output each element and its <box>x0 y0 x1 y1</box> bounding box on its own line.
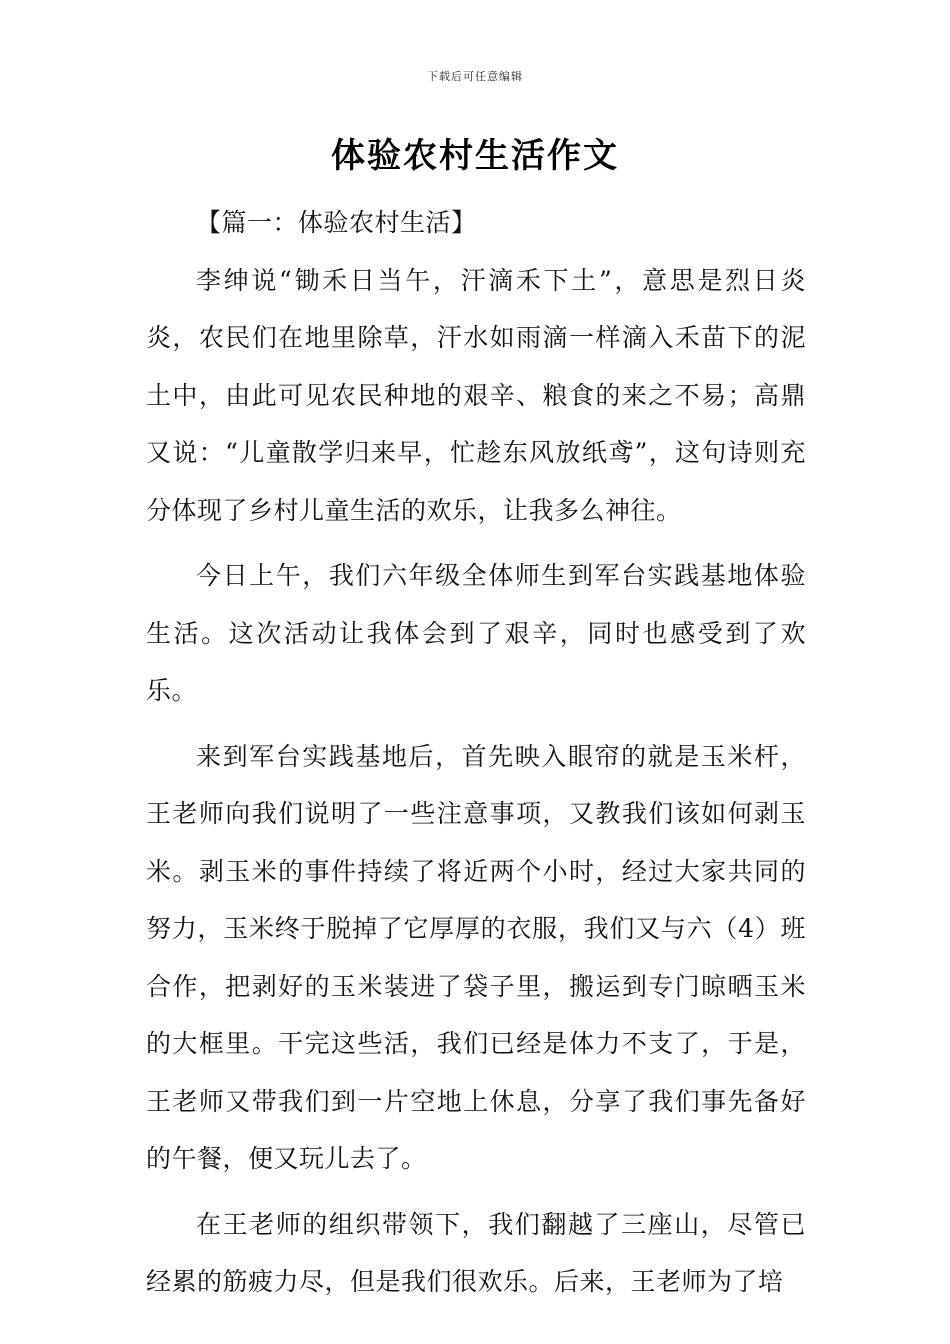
paragraph-4: 在王老师的组织带领下，我们翻越了三座山，尽管已经累的筋疲力尽，但是我们很欢乐。后来，王老师为了培 <box>146 1209 806 1296</box>
paragraph-1: 李绅说“锄禾日当午，汗滴禾下土”，意思是烈日炎炎，农民们在地里除草，汗水如雨滴一样滴入禾苗下的泥土中，由此可见农民种地的艰辛、粮食的来之不易；高鼎又说：“儿童散学归来早，忙趁东风放纸鸢”，这句诗则充分体现了乡村儿童生活的欢乐，让我多么神往。 <box>146 265 806 525</box>
paragraph-3: 来到军台实践基地后，首先映入眼帘的就是玉米杆，王老师向我们说明了一些注意事项，又教我们该如何剥玉米。剥玉米的事件持续了将近两个小时，经过大家共同的努力，玉米终于脱掉了它厚厚的衣服，我们又与六（4）班合作，把剥好的玉米装进了袋子里，搬运到专门晾晒玉米的大框里。干完这些活，我们已经是体力不支了，于是，王老师又带我们到一片空地上休息，分享了我们事先备好的午餐，便又玩儿去了。 <box>146 741 806 1173</box>
document-title: 体验农村生活作文 <box>331 136 619 176</box>
section-heading: 【篇一：体验农村生活】 <box>196 208 477 237</box>
header-note: 下载后可任意编辑 <box>427 70 523 83</box>
document-body <box>146 194 806 1311</box>
paragraph-2: 今日上午，我们六年级全体师生到军台实践基地体验生活。这次活动让我体会到了艰辛，同时也感受到了欢乐。 <box>146 561 806 705</box>
